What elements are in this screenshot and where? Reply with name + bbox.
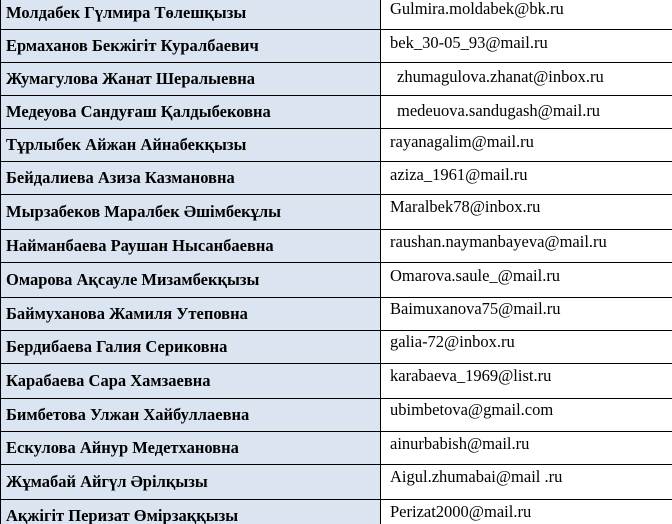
email-cell xyxy=(381,63,672,96)
email-cell xyxy=(381,263,672,298)
name-cell: Омарова Ақсауле Мизамбекқызы xyxy=(1,263,381,298)
table-row xyxy=(1,129,672,162)
email-text: aziza_1961@mail.ru xyxy=(390,165,528,184)
table-row xyxy=(1,500,672,524)
email-text: Omarova.saule_@mail.ru xyxy=(390,266,561,285)
table-row xyxy=(1,399,672,432)
name-cell: Баймуханова Жамиля Утеповна xyxy=(1,298,381,331)
email-cell xyxy=(381,298,672,331)
table-row xyxy=(1,63,672,96)
table-row xyxy=(1,465,672,500)
email-cell xyxy=(381,96,672,129)
table-row xyxy=(1,432,672,465)
table-row xyxy=(1,298,672,331)
name-cell: Ермаханов Бекжігіт Куралбаевич xyxy=(1,30,381,63)
name-cell: Тұрлыбек Айжан Айнабекқызы xyxy=(1,129,381,162)
table-row xyxy=(1,263,672,298)
name-cell: Мырзабеков Маралбек Әшімбекұлы xyxy=(1,195,381,230)
table-row xyxy=(1,30,672,63)
table-row xyxy=(1,364,672,399)
name-cell: Молдабек Гүлмира Төлешқызы xyxy=(1,0,381,30)
email-text: ubimbetova@gmail.com xyxy=(390,400,554,419)
contacts-table-body xyxy=(1,0,672,524)
table-row xyxy=(1,331,672,364)
email-text: Aigul.zhumabai@mail .ru xyxy=(390,467,563,486)
email-text: bek_30-05_93@mail.ru xyxy=(390,33,548,52)
email-text: galia-72@inbox.ru xyxy=(390,332,515,351)
email-cell xyxy=(381,195,672,230)
email-cell xyxy=(381,331,672,364)
name-cell: Бимбетова Улжан Хайбуллаевна xyxy=(1,399,381,432)
email-cell xyxy=(381,500,672,524)
email-cell xyxy=(381,432,672,465)
name-cell: Бейдалиева Азиза Казмановна xyxy=(1,162,381,195)
email-text: raushan.naymanbayeva@mail.ru xyxy=(390,232,607,251)
email-text: karabaeva_1969@list.ru xyxy=(390,366,552,385)
table-row xyxy=(1,96,672,129)
email-text: Gulmira.moldabek@bk.ru xyxy=(390,0,564,18)
table-row xyxy=(1,230,672,263)
email-cell xyxy=(381,465,672,500)
table-row xyxy=(1,0,672,30)
email-cell xyxy=(381,129,672,162)
email-cell xyxy=(381,399,672,432)
name-cell: Жұмабай Айгүл Әрілқызы xyxy=(1,465,381,500)
email-cell xyxy=(381,364,672,399)
name-cell: Карабаева Сара Хамзаевна xyxy=(1,364,381,399)
name-cell: Бердибаева Галия Сериковна xyxy=(1,331,381,364)
email-text: Maralbek78@inbox.ru xyxy=(390,197,541,216)
email-text: ainurbabish@mail.ru xyxy=(390,434,530,453)
email-text: zhumagulova.zhanat@inbox.ru xyxy=(397,67,604,86)
name-cell: Жумагулова Жанат Шералыевна xyxy=(1,63,381,96)
email-cell xyxy=(381,30,672,63)
email-text: rayanagalim@mail.ru xyxy=(390,132,534,151)
email-text: Perizat2000@mail.ru xyxy=(390,502,532,521)
table-row xyxy=(1,195,672,230)
email-cell xyxy=(381,230,672,263)
name-cell: Ескулова Айнур Медетхановна xyxy=(1,432,381,465)
name-cell: Найманбаева Раушан Нысанбаевна xyxy=(1,230,381,263)
email-cell xyxy=(381,0,672,30)
table-row xyxy=(1,162,672,195)
email-text: medeuova.sandugash@mail.ru xyxy=(397,101,601,120)
email-text: Baimuxanova75@mail.ru xyxy=(390,299,561,318)
name-cell: Ақжігіт Перизат Өмірзаққызы xyxy=(1,500,381,524)
email-cell xyxy=(381,162,672,195)
name-cell: Медеуова Сандуғаш Қалдыбековна xyxy=(1,96,381,129)
